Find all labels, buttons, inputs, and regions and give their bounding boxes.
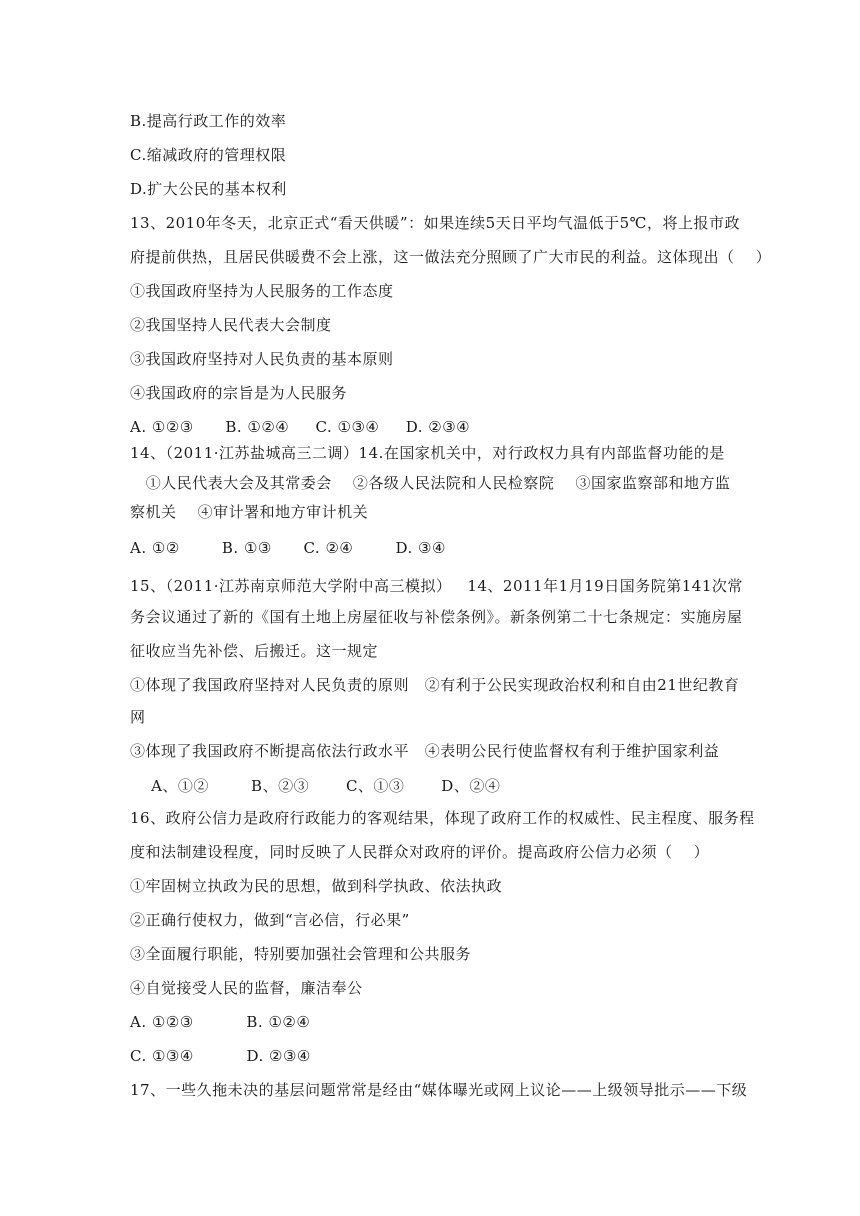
text-line: ③我国政府坚持对人民负责的基本原则: [130, 350, 394, 368]
text-line: 征收应当先补偿、后搬迁。这一规定: [130, 642, 379, 660]
text-line: ①牢固树立执政为民的思想，做到科学执政、依法执政: [130, 877, 503, 895]
text-line: A. ①②③ B. ①②④ C. ①③④ D. ②③④: [130, 418, 471, 436]
text-line: ③全面履行职能，特别要加强社会管理和公共服务: [130, 945, 472, 963]
text-line: 务会议通过了新的《国有土地上房屋征收与补偿条例》。新条例第二十七条规定：实施房屋: [130, 608, 743, 626]
text-line: 14、（2011·江苏盐城高三二调）14.在国家机关中，对行政权力具有内部监督功能的是: [130, 444, 725, 462]
text-line: 13、2010年冬天，北京正式“看天供暖”：如果连续5天日平均气温低于5℃，将上报市政: [130, 214, 740, 232]
text-line: C. ①③④ D. ②③④: [130, 1047, 311, 1065]
text-line: C.缩减政府的管理权限: [130, 146, 287, 164]
text-line: ①我国政府坚持为人民服务的工作态度: [130, 282, 394, 300]
text-line: A. ①② B. ①③ C. ②④ D. ③④: [130, 539, 446, 557]
text-line: 度和法制建设程度，同时反映了人民群众对政府的评价。提高政府公信力必须（ ）: [130, 843, 710, 861]
text-line: ①人民代表大会及其常委会 ②各级人民法院和人民检察院 ③国家监察部和地方监: [130, 474, 731, 492]
text-line: ④自觉接受人民的监督，廉洁奉公: [130, 979, 363, 997]
text-line: 网: [130, 708, 146, 726]
text-line: ①体现了我国政府坚持对人民负责的原则 ②有利于公民实现政治权利和自由21世纪教育: [130, 676, 740, 694]
text-line: B.提高行政工作的效率: [130, 112, 287, 130]
text-line: 察机关 ④审计署和地方审计机关: [130, 503, 369, 521]
text-line: D.扩大公民的基本权利: [130, 180, 287, 198]
text-line: ②正确行使权力，做到“言必信，行必果”: [130, 911, 410, 929]
text-line: 府提前供热，且居民供暖费不会上涨，这一做法充分照顾了广大市民的利益。这体现出（ ）: [130, 248, 772, 266]
text-line: ④我国政府的宗旨是为人民服务: [130, 384, 348, 402]
text-line: ③体现了我国政府不断提高依法行政水平 ④表明公民行使监督权有利于维护国家利益: [130, 742, 720, 760]
text-line: A、①② B、②③ C、①③ D、②④: [130, 777, 501, 795]
text-line: 15、（2011·江苏南京师范大学附中高三模拟） 14、2011年1月19日国务院第141次常: [130, 577, 743, 595]
text-line: A. ①②③ B. ①②④: [130, 1013, 311, 1031]
text-line: ②我国坚持人民代表大会制度: [130, 316, 332, 334]
text-line: 17、一些久拖未决的基层问题常常是经由“媒体曝光或网上议论——上级领导批示——下级: [130, 1081, 748, 1099]
text-line: 16、政府公信力是政府行政能力的客观结果，体现了政府工作的权威性、民主程度、服务程: [130, 809, 755, 827]
